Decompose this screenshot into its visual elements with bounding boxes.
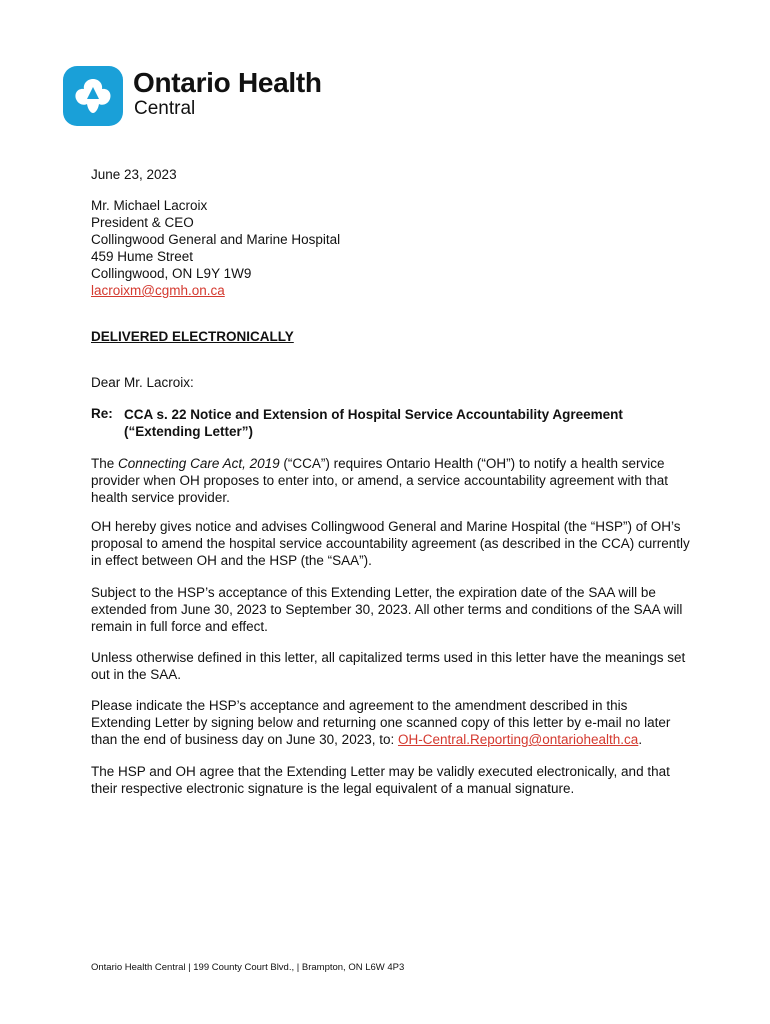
org-division: Central bbox=[134, 98, 196, 119]
salutation: Dear Mr. Lacroix: bbox=[91, 375, 194, 390]
subject-line-2: (“Extending Letter”) bbox=[124, 424, 254, 439]
act-name: Connecting Care Act, 2019 bbox=[118, 456, 280, 471]
recipient-street: 459 Hume Street bbox=[91, 249, 194, 264]
recipient-city: Collingwood, ON L9Y 1W9 bbox=[91, 266, 252, 281]
paragraph-6: The HSP and OH agree that the Extending Letter may be validly executed electronically, and that their respective electronic signature is the legal equivalent of a manual signature. bbox=[91, 764, 670, 796]
page-footer: Ontario Health Central | 199 County Court Blvd., | Brampton, ON L6W 4P3 bbox=[91, 962, 405, 973]
p5-pre: Please indicate the HSP’s acceptance and agreement to the amendment described in this Extending Letter by signing below and returning one scanned copy of this letter by e-mail no later than the end of business day on June 30, 2023, to: bbox=[91, 698, 671, 747]
trillium-icon bbox=[63, 66, 123, 126]
letter-date: June 23, 2023 bbox=[91, 167, 177, 182]
paragraph-5 bbox=[91, 697, 691, 748]
re-label: Re: bbox=[91, 406, 113, 421]
reporting-email-link[interactable]: OH-Central.Reporting@ontariohealth.ca bbox=[397, 732, 639, 747]
p5-post: . bbox=[638, 732, 643, 747]
subject-line-1: CCA s. 22 Notice and Extension of Hospital Service Accountability Agreement bbox=[124, 407, 623, 422]
paragraph-2: OH hereby gives notice and advises Collingwood General and Marine Hospital (the “HSP”) of OH’s proposal to amend the hospital service accountability agreement (as described in the CCA) currently in effect between OH and the HSP (the “SAA”). bbox=[91, 519, 690, 568]
recipient-email-link[interactable]: lacroixm@cgmh.on.ca bbox=[91, 283, 225, 298]
org-name: Ontario Health bbox=[133, 67, 322, 98]
p1-post: (“CCA”) requires Ontario Health (“OH”) to notify a health service provider when OH proposes to enter into, or amend, a service accountability agreement with that health service provider. bbox=[91, 456, 669, 505]
ontario-health-logo bbox=[63, 66, 322, 126]
paragraph-3: Subject to the HSP’s acceptance of this Extending Letter, the expiration date of the SAA will be extended from June 30, 2023 to September 30, 2023. All other terms and conditions of the SAA will remain in full force and effect. bbox=[91, 585, 683, 634]
p1-pre: The bbox=[91, 456, 119, 471]
subject-line bbox=[124, 406, 664, 440]
paragraph-4: Unless otherwise defined in this letter, all capitalized terms used in this letter have the meanings set out in the SAA. bbox=[91, 650, 686, 682]
recipient-name: Mr. Michael Lacroix bbox=[91, 198, 208, 213]
recipient-title: President & CEO bbox=[91, 215, 194, 230]
paragraph-1 bbox=[91, 455, 691, 506]
recipient-organization: Collingwood General and Marine Hospital bbox=[91, 232, 341, 247]
delivery-method: DELIVERED ELECTRONICALLY bbox=[91, 329, 294, 344]
